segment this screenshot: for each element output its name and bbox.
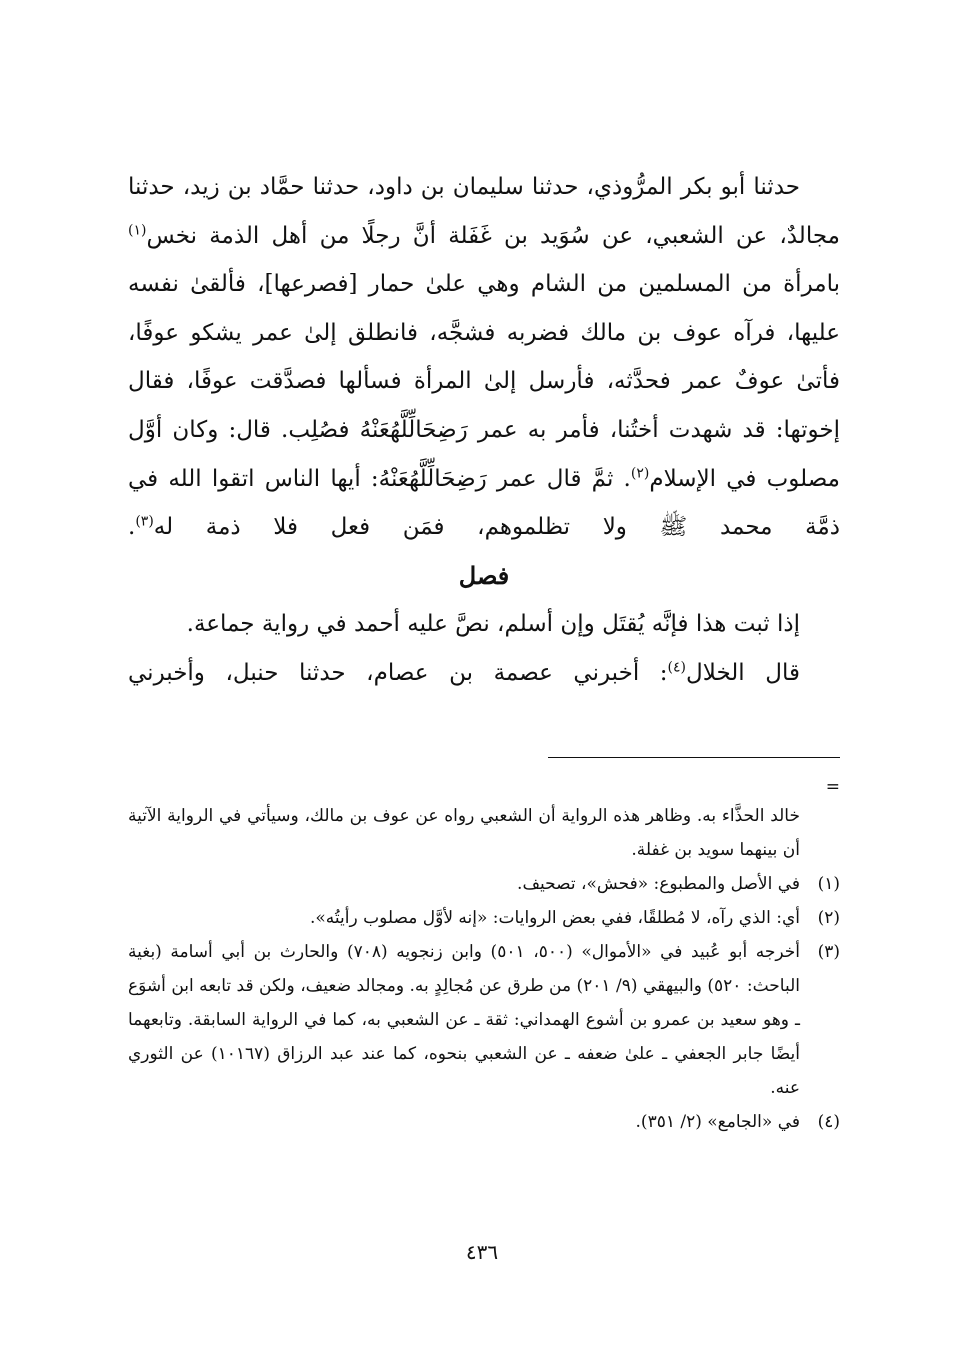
footnote-text: في الأصل والمطبوع: «فحش»، تصحيف. [517, 874, 800, 894]
main-text [128, 163, 840, 698]
footnote-continuation-mark: = [825, 777, 840, 797]
footnote-continuation-text: خالد الحذَّاء به. وظاهر هذه الرواية أن الشعبي رواه عن عوف بن مالك، وسيأتي في الرواية الآتية أن بينهما سويد بن غفلة. [128, 806, 800, 860]
footnote-ref-2[interactable]: (٢) [630, 464, 650, 481]
footnote-number: (١) [817, 874, 840, 894]
footnote-separator [548, 757, 840, 758]
footnote-item [128, 867, 840, 901]
khallal-text-part-1: قال الخلال [686, 659, 800, 686]
footnote-number: (٤) [817, 1112, 840, 1132]
narration-text-part-1: حدثنا أبو بكر المرُّوذي، حدثنا سليمان بن داود، حدثنا حمَّاد بن زيد، حدثنا مجالدٌ، عن الشعبي، عن سُوَيد بن غَفَلة أنَّ رجلًا من أهل الذمة نخس [128, 174, 840, 249]
footnote-ref-3[interactable]: (٣) [135, 513, 154, 530]
ruling-paragraph: إذا ثبت هذا فإنَّه يُقتَل وإن أسلم، نصَّ عليه أحمد في رواية جماعة. [186, 611, 800, 638]
section-heading: فصل [458, 560, 510, 590]
footnote-text: أي: الذي رآه، لا مُطلقًا، ففي بعض الروايات: «إنه لأوَّل مصلوب رأيتُه». [309, 908, 800, 928]
footnote-number: (٣) [817, 942, 840, 962]
footnote-text: أخرجه أبو عُبيد في «الأموال» (٥٠٠، ٥٠١) وابن زنجويه (٧٠٨) والحارث بن أبي أسامة (بغية الباحث: ٥٢٠) والبيهقي (٩/ ٢٠١) من طرق عن مُجالِدٍ به. ومجالد ضعيف، ولكن قد تابعه ابن أشوَع ـ وهو سعيد بن عمرو بن أشوع الهمداني: ثقة ـ عن الشعبي به، كما في الرواية السابقة. وتابعهما أيضًا جابر الجعفي ـ علىٰ ضعفه ـ عن الشعبي بنحوه، كما عند عبد الرزاق (١٠١٦٧) عن الثوري عنه. [128, 942, 801, 1098]
narration-paragraph [128, 163, 840, 552]
footnote-ref-1[interactable]: (١) [128, 221, 147, 238]
footnote-item [128, 935, 840, 1105]
khallal-text-part-2: : أخبرني عصمة بن عصام، حدثنا حنبل، وأخبرني [128, 659, 668, 686]
khallal-paragraph [128, 649, 840, 698]
footnote-number: (٢) [817, 908, 840, 928]
narration-text-part-2: بامرأة من المسلمين من الشام وهي علىٰ حمار [فصرعها]، فألقىٰ نفسه عليها، فرآه عوف بن مالك فضربه فشجَّه، فانطلق إلىٰ عمر يشكو عوفًا، فأتىٰ عوفٌ عمر فحدَّثه، فأرسل إلىٰ المرأة فسألها فصدَّقت عوفًا، فقال إخوتها: قد شهدت أختُنا، فأمر به عمر رَضِحَالِّلَّهُعَنْهُ فصُلِب. قال: وكان أوَّل مصلوب في الإسلام [128, 271, 840, 492]
page-number: ٤٣٦ [465, 1240, 499, 1264]
narration-text-part-3: . ثمَّ قال عمر رَضِحَالِّلَّهُعَنْهُ: أيها الناس اتقوا الله في ذمَّة محمد ﷺ ولا تظلموهم، فمَن فعل فلا ذمة له [128, 465, 840, 541]
footnote-ref-4[interactable]: (٤) [667, 659, 687, 676]
narration-text-part-4: . [128, 514, 136, 541]
footnote-text: في «الجامع» (٢/ ٣٥١). [635, 1112, 800, 1132]
footnote-item [128, 1105, 840, 1139]
footnotes [128, 775, 840, 1139]
footnote-item [128, 901, 840, 935]
